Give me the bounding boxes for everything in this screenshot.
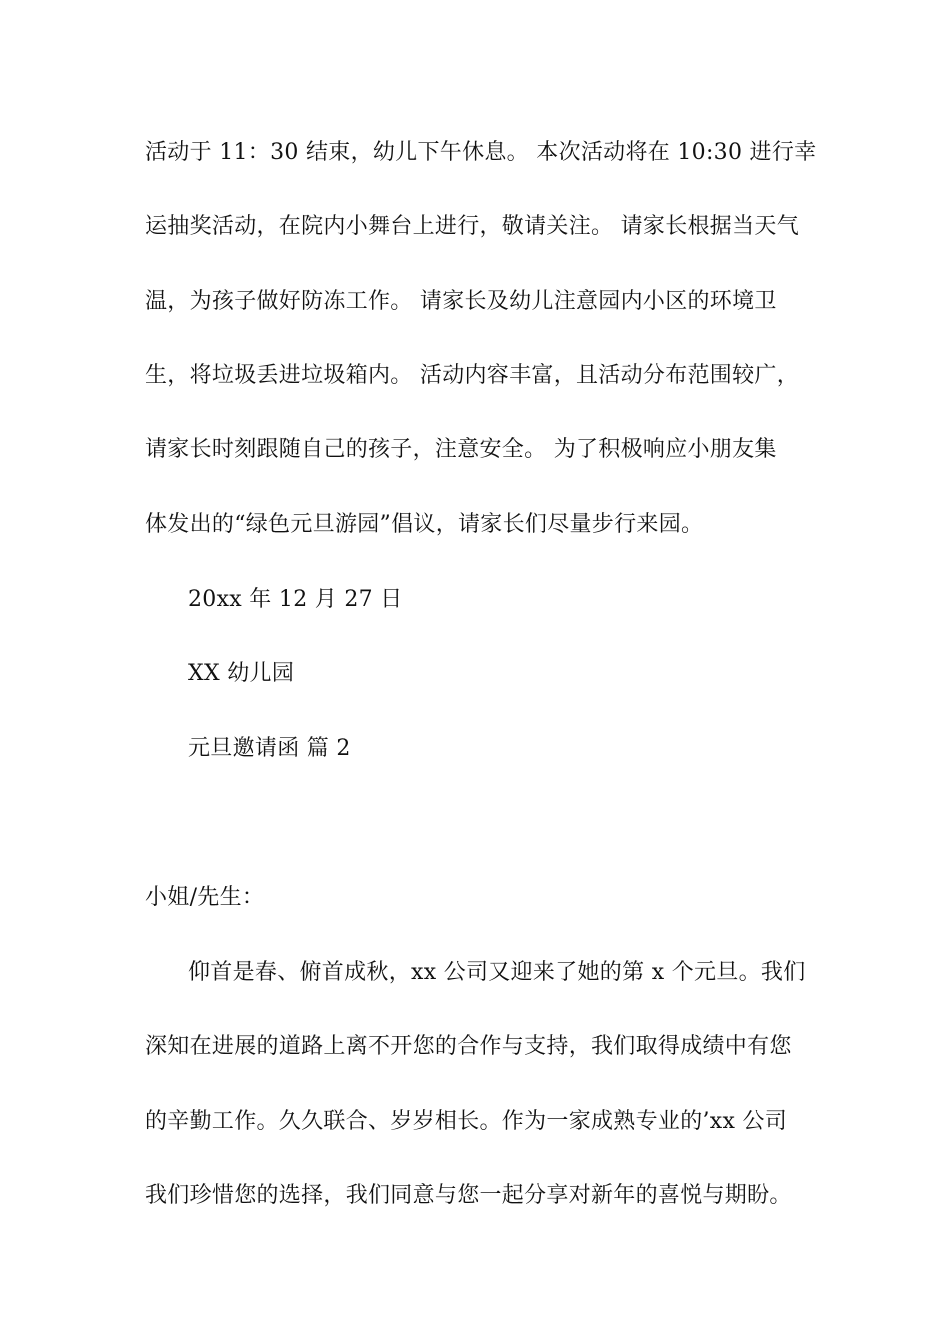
letter-date: 20xx 年 12 月 27 日: [188, 587, 403, 612]
paragraph-1-line-1: 活动于 11：30 结束，幼儿下午休息。 本次活动将在 10:30 进行幸: [145, 140, 817, 165]
paragraph-2-line-4: 我们珍惜您的选择，我们同意与您一起分享对新年的喜悦与期盼。: [145, 1183, 792, 1208]
organization-name: XX 幼儿园: [188, 661, 295, 686]
paragraph-1-line-2: 运抽奖活动，在院内小舞台上进行，敬请关注。 请家长根据当天气: [145, 214, 799, 239]
paragraph-2-line-1: 仰首是春、俯首成秋，xx 公司又迎来了她的第 x 个元旦。我们: [188, 960, 806, 985]
paragraph-1-line-4: 生，将垃圾丢进垃圾箱内。 活动内容丰富，且活动分布范围较广，: [145, 363, 799, 388]
paragraph-2-line-3: 的辛勤工作。久久联合、岁岁相长。作为一家成熟专业的’xx 公司: [145, 1109, 788, 1134]
paragraph-1-line-3: 温，为孩子做好防冻工作。 请家长及幼儿注意园内小区的环境卫: [145, 289, 777, 314]
section-title: 元旦邀请函 篇 2: [188, 736, 351, 761]
paragraph-1-line-6: 体发出的“绿色元旦游园”倡议，请家长们尽量步行来园。: [145, 512, 704, 537]
salutation: 小姐/先生：: [145, 885, 265, 910]
paragraph-2-line-2: 深知在进展的道路上离不开您的合作与支持，我们取得成绩中有您: [145, 1034, 792, 1059]
paragraph-1-line-5: 请家长时刻跟随自己的孩子，注意安全。 为了积极响应小朋友集: [145, 437, 777, 462]
